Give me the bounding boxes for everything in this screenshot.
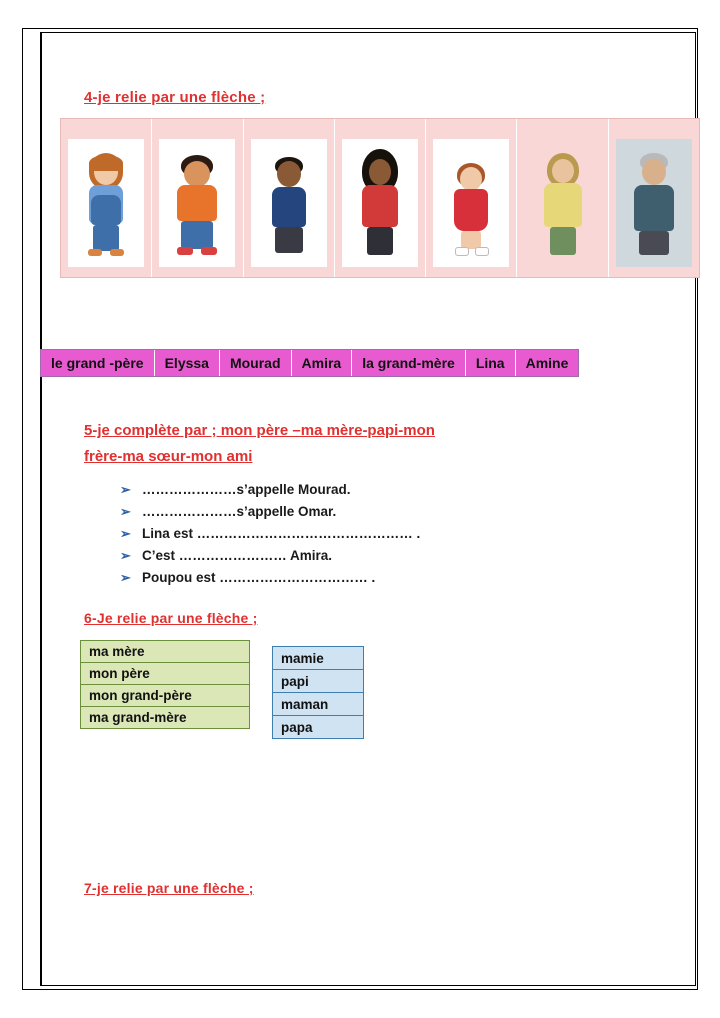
exercise-7-heading: 7-je relie par une flèche ; xyxy=(84,880,254,896)
name-cell-elyssa[interactable]: Elyssa xyxy=(155,350,220,376)
list-item xyxy=(120,570,600,592)
match-item-ma-grand-mere[interactable]: ma grand-mère xyxy=(81,707,249,728)
match-item-papi[interactable]: papi xyxy=(273,670,363,693)
arrow-bullet-icon: ➢ xyxy=(120,548,131,563)
match-item-mon-pere[interactable]: mon père xyxy=(81,663,249,685)
list-item xyxy=(120,482,600,504)
image-cell-girl-blue-overalls[interactable] xyxy=(61,119,152,277)
list-item xyxy=(120,548,600,570)
list-item-text: Lina est ………………………………………… . xyxy=(142,526,421,541)
exercise-4-heading: 4-je relie par une flèche ; xyxy=(84,89,266,106)
exercise-6-heading: 6-Je relie par une flèche ; xyxy=(84,610,258,626)
arrow-bullet-icon: ➢ xyxy=(120,526,131,541)
exercise-5-heading-line1: 5-je complète par ; mon père –ma mère-papi-mon xyxy=(84,422,435,439)
name-cell-mourad[interactable]: Mourad xyxy=(220,350,292,376)
match-item-ma-mere[interactable]: ma mère xyxy=(81,641,249,663)
match-item-maman[interactable]: maman xyxy=(273,693,363,716)
list-item-text: C’est …………………… Amira. xyxy=(142,548,333,563)
name-cell-grand-mere[interactable]: la grand-mère xyxy=(352,350,466,376)
image-cell-boy-navy-polo[interactable] xyxy=(244,119,335,277)
exercise-4-names-row xyxy=(40,349,579,377)
name-cell-lina[interactable]: Lina xyxy=(466,350,516,376)
image-cell-boy-orange-shirt[interactable] xyxy=(152,119,243,277)
arrow-bullet-icon: ➢ xyxy=(120,570,131,585)
name-cell-grand-pere[interactable]: le grand -père xyxy=(41,350,155,376)
name-cell-amira[interactable]: Amira xyxy=(292,350,353,376)
exercise-6-left-column xyxy=(80,640,250,729)
list-item-text: …………………s’appelle Mourad. xyxy=(142,482,351,497)
exercise-6-right-column xyxy=(272,646,364,739)
exercise-5-list xyxy=(120,482,600,592)
image-cell-little-girl-red-dress[interactable] xyxy=(426,119,517,277)
image-cell-woman-yellow-cardigan[interactable] xyxy=(517,119,608,277)
list-item xyxy=(120,526,600,548)
match-item-papa[interactable]: papa xyxy=(273,716,363,738)
list-item xyxy=(120,504,600,526)
exercise-5-heading xyxy=(84,418,604,470)
exercise-5-heading-line2: frère-ma sœur-mon ami xyxy=(84,448,253,465)
image-cell-old-man-glasses[interactable] xyxy=(609,119,699,277)
match-item-mon-grand-pere[interactable]: mon grand-père xyxy=(81,685,249,707)
exercise-4-image-strip xyxy=(60,118,700,278)
list-item-text: Poupou est …………………………… . xyxy=(142,570,376,585)
list-item-text: …………………s’appelle Omar. xyxy=(142,504,337,519)
image-cell-woman-red-jacket[interactable] xyxy=(335,119,426,277)
arrow-bullet-icon: ➢ xyxy=(120,504,131,519)
name-cell-amine[interactable]: Amine xyxy=(516,350,579,376)
arrow-bullet-icon: ➢ xyxy=(120,482,131,497)
match-item-mamie[interactable]: mamie xyxy=(273,647,363,670)
